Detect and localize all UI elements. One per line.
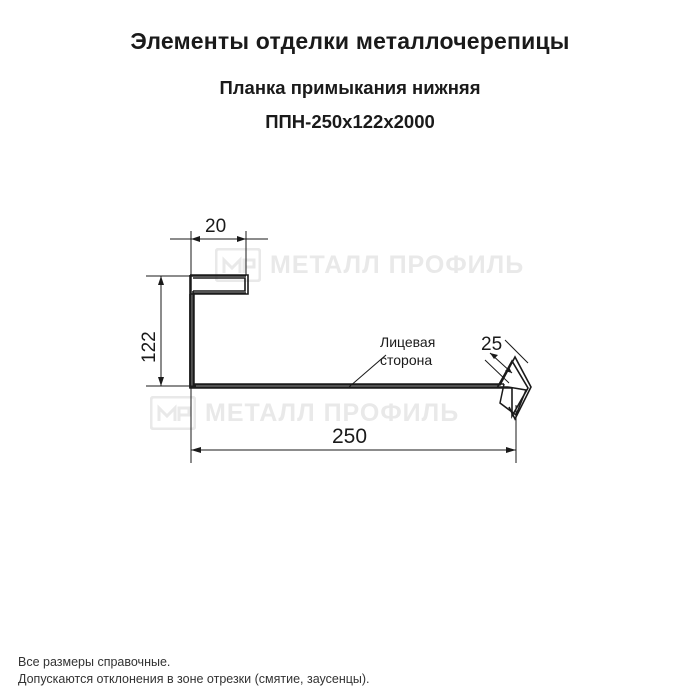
dimension-top: [170, 231, 268, 275]
watermark-text: МЕТАЛЛ ПРОФИЛЬ: [270, 250, 525, 279]
footer-note-1: Все размеры справочные.: [18, 655, 171, 669]
footer-notes: [18, 654, 370, 688]
face-side-label-line2: сторона: [380, 352, 433, 368]
face-side-label-line1: Лицевая: [380, 334, 436, 350]
title-block: [0, 0, 700, 133]
footer-note-2: Допускаются отклонения в зоне отрезки (смятие, заусенцы).: [18, 672, 370, 686]
watermark-text: МЕТАЛЛ ПРОФИЛЬ: [205, 398, 460, 427]
page-title: Элементы отделки металлочерепицы: [130, 28, 570, 54]
dimension-left-label: 122: [139, 331, 160, 363]
product-code: ППН-250х122х2000: [265, 111, 435, 132]
profile-outline: [190, 275, 531, 419]
dimension-top-label: 20: [205, 216, 227, 237]
technical-drawing: [0, 175, 700, 505]
dimension-right-label: 25: [481, 334, 503, 355]
dimension-bottom-label: 250: [332, 425, 368, 448]
profile-shape: [191, 276, 526, 415]
dimension-left: [146, 276, 196, 386]
product-name: Планка примыкания нижняя: [219, 77, 481, 98]
